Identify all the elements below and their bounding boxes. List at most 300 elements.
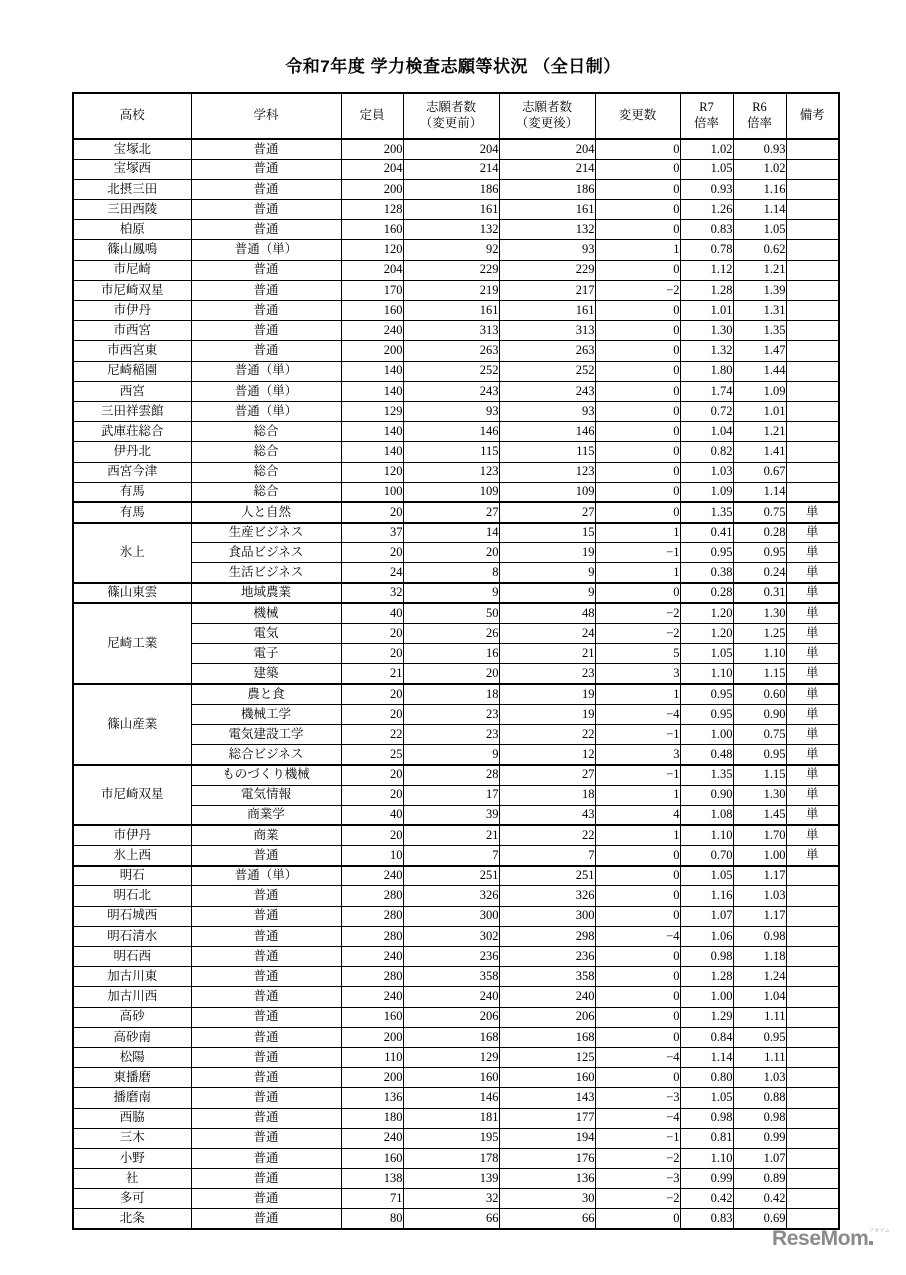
cell-course: 普通	[191, 886, 341, 906]
column-header-r6-ratio	[733, 93, 786, 139]
cell-remarks	[786, 220, 839, 240]
cell-school: 三田祥雲館	[73, 401, 191, 421]
table-row	[73, 1128, 839, 1148]
cell-course: 普通	[191, 967, 341, 987]
cell-r6-ratio: 1.01	[733, 401, 786, 421]
cell-remarks: 単	[786, 563, 839, 583]
table-row	[73, 926, 839, 946]
cell-r7-ratio: 1.04	[680, 422, 733, 442]
cell-r7-ratio: 0.80	[680, 1068, 733, 1088]
table-row	[73, 947, 839, 967]
cell-change-count: 0	[595, 1068, 680, 1088]
cell-r6-ratio: 0.42	[733, 1189, 786, 1209]
cell-course: 普通	[191, 341, 341, 361]
cell-remarks	[786, 482, 839, 502]
cell-applicants-after: 251	[499, 866, 595, 886]
cell-change-count: 3	[595, 745, 680, 765]
cell-applicants-before: 16	[403, 644, 499, 664]
header-line: 定員	[359, 108, 385, 123]
table-row	[73, 301, 839, 321]
cell-school: 明石	[73, 866, 191, 886]
cell-remarks	[786, 260, 839, 280]
cell-school: 伊丹北	[73, 442, 191, 462]
cell-r7-ratio: 1.80	[680, 361, 733, 381]
cell-school: 東播磨	[73, 1068, 191, 1088]
cell-school: 市尼崎双星	[73, 280, 191, 300]
cell-r6-ratio: 1.24	[733, 967, 786, 987]
cell-capacity: 25	[341, 745, 403, 765]
cell-applicants-before: 93	[403, 401, 499, 421]
table-row	[73, 139, 839, 159]
cell-remarks	[786, 987, 839, 1007]
cell-r7-ratio: 1.32	[680, 341, 733, 361]
cell-capacity: 80	[341, 1209, 403, 1229]
cell-r7-ratio: 0.82	[680, 442, 733, 462]
header-line: 志願者数	[521, 100, 572, 115]
table-row	[73, 583, 839, 603]
cell-remarks	[786, 906, 839, 926]
cell-course: 普通	[191, 301, 341, 321]
cell-applicants-after: 93	[499, 401, 595, 421]
header-line: 備考	[799, 108, 825, 123]
cell-remarks	[786, 321, 839, 341]
cell-school: 西脇	[73, 1108, 191, 1128]
cell-r6-ratio: 1.11	[733, 1047, 786, 1067]
cell-applicants-before: 23	[403, 704, 499, 724]
resemom-watermark	[772, 1228, 892, 1258]
table-row	[73, 381, 839, 401]
cell-r7-ratio: 1.05	[680, 866, 733, 886]
cell-course: 普通（単）	[191, 866, 341, 886]
cell-r6-ratio: 1.17	[733, 866, 786, 886]
cell-applicants-before: 50	[403, 603, 499, 623]
cell-school: 明石城西	[73, 906, 191, 926]
cell-capacity: 40	[341, 805, 403, 825]
cell-remarks	[786, 1189, 839, 1209]
cell-change-count: 0	[595, 906, 680, 926]
cell-remarks	[786, 1128, 839, 1148]
cell-course: 普通	[191, 846, 341, 866]
cell-applicants-before: 263	[403, 341, 499, 361]
table-row	[73, 1068, 839, 1088]
cell-school: 多可	[73, 1189, 191, 1209]
table-row	[73, 684, 839, 704]
cell-r7-ratio: 1.08	[680, 805, 733, 825]
table-row	[73, 866, 839, 886]
cell-applicants-before: 219	[403, 280, 499, 300]
cell-capacity: 140	[341, 381, 403, 401]
cell-applicants-before: 160	[403, 1068, 499, 1088]
cell-r7-ratio: 1.29	[680, 1007, 733, 1027]
cell-applicants-after: 109	[499, 482, 595, 502]
cell-course: 電気建設工学	[191, 724, 341, 744]
table-row	[73, 240, 839, 260]
cell-applicants-after: 252	[499, 361, 595, 381]
cell-applicants-before: 27	[403, 502, 499, 522]
cell-applicants-after: 27	[499, 502, 595, 522]
cell-r7-ratio: 1.06	[680, 926, 733, 946]
cell-r6-ratio: 1.44	[733, 361, 786, 381]
cell-applicants-after: 176	[499, 1148, 595, 1168]
cell-school: 市西宮	[73, 321, 191, 341]
cell-applicants-before: 161	[403, 301, 499, 321]
cell-r6-ratio: 0.31	[733, 583, 786, 603]
cell-r6-ratio: 0.62	[733, 240, 786, 260]
cell-r6-ratio: 0.75	[733, 502, 786, 522]
cell-capacity: 140	[341, 361, 403, 381]
cell-applicants-before: 251	[403, 866, 499, 886]
cell-remarks	[786, 1108, 839, 1128]
cell-applicants-after: 146	[499, 422, 595, 442]
cell-applicants-after: 93	[499, 240, 595, 260]
cell-remarks: 単	[786, 684, 839, 704]
watermark-brand: ReseMom	[772, 1227, 869, 1250]
cell-school: 明石西	[73, 947, 191, 967]
header-line: 倍率	[746, 116, 772, 130]
cell-capacity: 240	[341, 866, 403, 886]
cell-change-count: 1	[595, 240, 680, 260]
cell-course: 普通	[191, 200, 341, 220]
cell-applicants-before: 214	[403, 159, 499, 179]
column-header-change-count	[595, 93, 680, 139]
cell-r7-ratio: 0.70	[680, 846, 733, 866]
column-header-remarks	[786, 93, 839, 139]
cell-applicants-before: 132	[403, 220, 499, 240]
cell-capacity: 280	[341, 967, 403, 987]
cell-change-count: −2	[595, 624, 680, 644]
cell-applicants-before: 186	[403, 179, 499, 199]
cell-course: 生活ビジネス	[191, 563, 341, 583]
cell-r7-ratio: 1.35	[680, 765, 733, 785]
cell-r7-ratio: 1.02	[680, 139, 733, 159]
table-row	[73, 159, 839, 179]
cell-applicants-after: 236	[499, 947, 595, 967]
cell-course: 電気情報	[191, 785, 341, 805]
cell-applicants-after: 18	[499, 785, 595, 805]
cell-change-count: −4	[595, 1047, 680, 1067]
cell-r7-ratio: 1.09	[680, 482, 733, 502]
cell-change-count: 0	[595, 502, 680, 522]
cell-applicants-before: 252	[403, 361, 499, 381]
cell-change-count: 0	[595, 846, 680, 866]
cell-school: 市尼崎双星	[73, 765, 191, 826]
cell-change-count: 0	[595, 159, 680, 179]
cell-capacity: 24	[341, 563, 403, 583]
cell-r6-ratio: 0.67	[733, 462, 786, 482]
cell-applicants-after: 136	[499, 1169, 595, 1189]
cell-course: 普通	[191, 1088, 341, 1108]
table-row	[73, 280, 839, 300]
column-header-school	[73, 93, 191, 139]
cell-applicants-after: 125	[499, 1047, 595, 1067]
cell-remarks	[786, 1169, 839, 1189]
cell-change-count: 4	[595, 805, 680, 825]
cell-school: 明石清水	[73, 926, 191, 946]
cell-change-count: 0	[595, 967, 680, 987]
cell-applicants-before: 123	[403, 462, 499, 482]
cell-capacity: 240	[341, 987, 403, 1007]
cell-r6-ratio: 1.31	[733, 301, 786, 321]
cell-applicants-before: 92	[403, 240, 499, 260]
cell-change-count: 0	[595, 947, 680, 967]
cell-remarks	[786, 866, 839, 886]
cell-r7-ratio: 0.95	[680, 543, 733, 563]
cell-r7-ratio: 1.20	[680, 603, 733, 623]
cell-capacity: 37	[341, 523, 403, 543]
cell-r6-ratio: 1.35	[733, 321, 786, 341]
cell-r7-ratio: 0.48	[680, 745, 733, 765]
cell-r7-ratio: 1.28	[680, 967, 733, 987]
cell-r6-ratio: 1.17	[733, 906, 786, 926]
cell-capacity: 110	[341, 1047, 403, 1067]
cell-r7-ratio: 1.10	[680, 1148, 733, 1168]
cell-applicants-after: 9	[499, 563, 595, 583]
cell-capacity: 136	[341, 1088, 403, 1108]
cell-course: 普通	[191, 1027, 341, 1047]
cell-r6-ratio: 0.93	[733, 139, 786, 159]
table-row	[73, 1108, 839, 1128]
cell-change-count: −4	[595, 704, 680, 724]
cell-school: 加古川西	[73, 987, 191, 1007]
cell-course: 生産ビジネス	[191, 523, 341, 543]
cell-course: 商業	[191, 825, 341, 845]
cell-applicants-after: 66	[499, 1209, 595, 1229]
cell-applicants-after: 326	[499, 886, 595, 906]
cell-r6-ratio: 1.15	[733, 664, 786, 684]
cell-course: 普通（単）	[191, 381, 341, 401]
cell-remarks: 単	[786, 765, 839, 785]
cell-change-count: −1	[595, 765, 680, 785]
cell-course: 普通（単）	[191, 401, 341, 421]
header-line: 高校	[119, 108, 145, 123]
cell-r7-ratio: 0.98	[680, 1108, 733, 1128]
cell-applicants-after: 229	[499, 260, 595, 280]
cell-r7-ratio: 1.03	[680, 462, 733, 482]
cell-school: 市伊丹	[73, 825, 191, 845]
cell-applicants-before: 7	[403, 846, 499, 866]
cell-capacity: 140	[341, 442, 403, 462]
cell-change-count: 0	[595, 139, 680, 159]
cell-course: 普通	[191, 1148, 341, 1168]
table-row	[73, 1189, 839, 1209]
cell-school: 高砂	[73, 1007, 191, 1027]
cell-capacity: 160	[341, 1148, 403, 1168]
cell-school: 有馬	[73, 482, 191, 502]
cell-school: 宝塚北	[73, 139, 191, 159]
cell-applicants-after: 21	[499, 644, 595, 664]
cell-r7-ratio: 1.01	[680, 301, 733, 321]
cell-applicants-after: 27	[499, 765, 595, 785]
cell-remarks: 単	[786, 664, 839, 684]
cell-capacity: 20	[341, 785, 403, 805]
cell-r7-ratio: 0.98	[680, 947, 733, 967]
table-header	[73, 93, 839, 139]
cell-school: 三田西陵	[73, 200, 191, 220]
cell-r7-ratio: 1.30	[680, 321, 733, 341]
cell-applicants-after: 214	[499, 159, 595, 179]
cell-course: ものづくり機械	[191, 765, 341, 785]
cell-r6-ratio: 0.99	[733, 1128, 786, 1148]
header-line: R7	[699, 100, 714, 115]
cell-r6-ratio: 0.95	[733, 1027, 786, 1047]
cell-applicants-after: 115	[499, 442, 595, 462]
cell-remarks	[786, 1007, 839, 1027]
cell-school: 武庫荘総合	[73, 422, 191, 442]
cell-r7-ratio: 0.95	[680, 684, 733, 704]
header-line: 志願者数	[425, 100, 476, 115]
cell-course: 普通	[191, 906, 341, 926]
cell-applicants-before: 181	[403, 1108, 499, 1128]
cell-course: 地域農業	[191, 583, 341, 603]
cell-r6-ratio: 1.09	[733, 381, 786, 401]
cell-remarks	[786, 179, 839, 199]
cell-applicants-before: 14	[403, 523, 499, 543]
cell-change-count: −1	[595, 543, 680, 563]
cell-change-count: −2	[595, 1148, 680, 1168]
cell-r7-ratio: 1.07	[680, 906, 733, 926]
cell-course: 食品ビジネス	[191, 543, 341, 563]
header-line: 倍率	[693, 116, 719, 130]
cell-applicants-before: 21	[403, 825, 499, 845]
cell-r7-ratio: 0.28	[680, 583, 733, 603]
cell-r7-ratio: 1.20	[680, 624, 733, 644]
cell-school: 松陽	[73, 1047, 191, 1067]
cell-remarks: 単	[786, 502, 839, 522]
cell-applicants-before: 229	[403, 260, 499, 280]
table-row	[73, 1007, 839, 1027]
cell-r6-ratio: 1.70	[733, 825, 786, 845]
cell-applicants-after: 300	[499, 906, 595, 926]
cell-course: 総合	[191, 482, 341, 502]
cell-applicants-after: 186	[499, 179, 595, 199]
cell-applicants-after: 143	[499, 1088, 595, 1108]
cell-r6-ratio: 1.45	[733, 805, 786, 825]
cell-r7-ratio: 0.81	[680, 1128, 733, 1148]
cell-remarks	[786, 361, 839, 381]
cell-applicants-before: 302	[403, 926, 499, 946]
cell-capacity: 120	[341, 240, 403, 260]
cell-r7-ratio: 0.38	[680, 563, 733, 583]
header-line: 変更数	[618, 108, 657, 123]
cell-applicants-after: 43	[499, 805, 595, 825]
header-line: （変更後）	[515, 116, 579, 130]
cell-applicants-after: 217	[499, 280, 595, 300]
watermark-kana: リセマム	[868, 1228, 890, 1234]
cell-r6-ratio: 0.69	[733, 1209, 786, 1229]
cell-course: 普通	[191, 260, 341, 280]
cell-change-count: 0	[595, 866, 680, 886]
cell-r6-ratio: 1.02	[733, 159, 786, 179]
cell-r7-ratio: 1.12	[680, 260, 733, 280]
cell-capacity: 204	[341, 260, 403, 280]
cell-school: 小野	[73, 1148, 191, 1168]
cell-r6-ratio: 1.14	[733, 200, 786, 220]
watermark-dot	[869, 1241, 873, 1245]
cell-remarks	[786, 139, 839, 159]
cell-applicants-before: 358	[403, 967, 499, 987]
cell-applicants-after: 24	[499, 624, 595, 644]
cell-change-count: 0	[595, 462, 680, 482]
cell-course: 普通	[191, 159, 341, 179]
cell-remarks	[786, 1068, 839, 1088]
cell-change-count: 0	[595, 1027, 680, 1047]
cell-capacity: 160	[341, 220, 403, 240]
cell-capacity: 20	[341, 502, 403, 522]
cell-remarks	[786, 280, 839, 300]
cell-change-count: 0	[595, 200, 680, 220]
cell-school: 市尼崎	[73, 260, 191, 280]
cell-course: 普通	[191, 947, 341, 967]
cell-r6-ratio: 1.15	[733, 765, 786, 785]
cell-remarks	[786, 341, 839, 361]
cell-r7-ratio: 1.05	[680, 644, 733, 664]
cell-capacity: 100	[341, 482, 403, 502]
cell-applicants-after: 263	[499, 341, 595, 361]
cell-school: 氷上	[73, 523, 191, 584]
cell-change-count: −2	[595, 603, 680, 623]
cell-course: 建築	[191, 664, 341, 684]
column-header-applicants-after	[499, 93, 595, 139]
cell-applicants-after: 161	[499, 200, 595, 220]
cell-r6-ratio: 0.95	[733, 745, 786, 765]
cell-school: 明石北	[73, 886, 191, 906]
table-row	[73, 179, 839, 199]
cell-applicants-before: 243	[403, 381, 499, 401]
cell-applicants-before: 204	[403, 139, 499, 159]
table-row	[73, 886, 839, 906]
cell-r7-ratio: 1.28	[680, 280, 733, 300]
cell-change-count: 0	[595, 260, 680, 280]
cell-capacity: 204	[341, 159, 403, 179]
cell-change-count: 0	[595, 583, 680, 603]
cell-capacity: 20	[341, 543, 403, 563]
cell-applicants-before: 146	[403, 1088, 499, 1108]
cell-r6-ratio: 0.98	[733, 926, 786, 946]
cell-course: 普通	[191, 1209, 341, 1229]
cell-applicants-after: 19	[499, 543, 595, 563]
cell-applicants-after: 12	[499, 745, 595, 765]
cell-r6-ratio: 1.39	[733, 280, 786, 300]
cell-course: 普通	[191, 1047, 341, 1067]
table-row	[73, 200, 839, 220]
cell-remarks	[786, 967, 839, 987]
cell-capacity: 20	[341, 765, 403, 785]
cell-applicants-after: 30	[499, 1189, 595, 1209]
cell-change-count: 0	[595, 987, 680, 1007]
cell-applicants-after: 243	[499, 381, 595, 401]
cell-r6-ratio: 1.30	[733, 785, 786, 805]
cell-school: 高砂南	[73, 1027, 191, 1047]
cell-course: 農と食	[191, 684, 341, 704]
cell-remarks: 単	[786, 825, 839, 845]
cell-remarks: 単	[786, 745, 839, 765]
cell-applicants-after: 298	[499, 926, 595, 946]
table-row	[73, 603, 839, 623]
cell-r7-ratio: 0.72	[680, 401, 733, 421]
cell-capacity: 128	[341, 200, 403, 220]
cell-school: 三木	[73, 1128, 191, 1148]
cell-r6-ratio: 0.60	[733, 684, 786, 704]
cell-remarks	[786, 1047, 839, 1067]
table-row	[73, 1047, 839, 1067]
cell-course: 普通	[191, 321, 341, 341]
cell-r6-ratio: 1.41	[733, 442, 786, 462]
cell-r6-ratio: 0.88	[733, 1088, 786, 1108]
cell-remarks	[786, 200, 839, 220]
table-row	[73, 1169, 839, 1189]
cell-school: 柏原	[73, 220, 191, 240]
table-row	[73, 1209, 839, 1229]
